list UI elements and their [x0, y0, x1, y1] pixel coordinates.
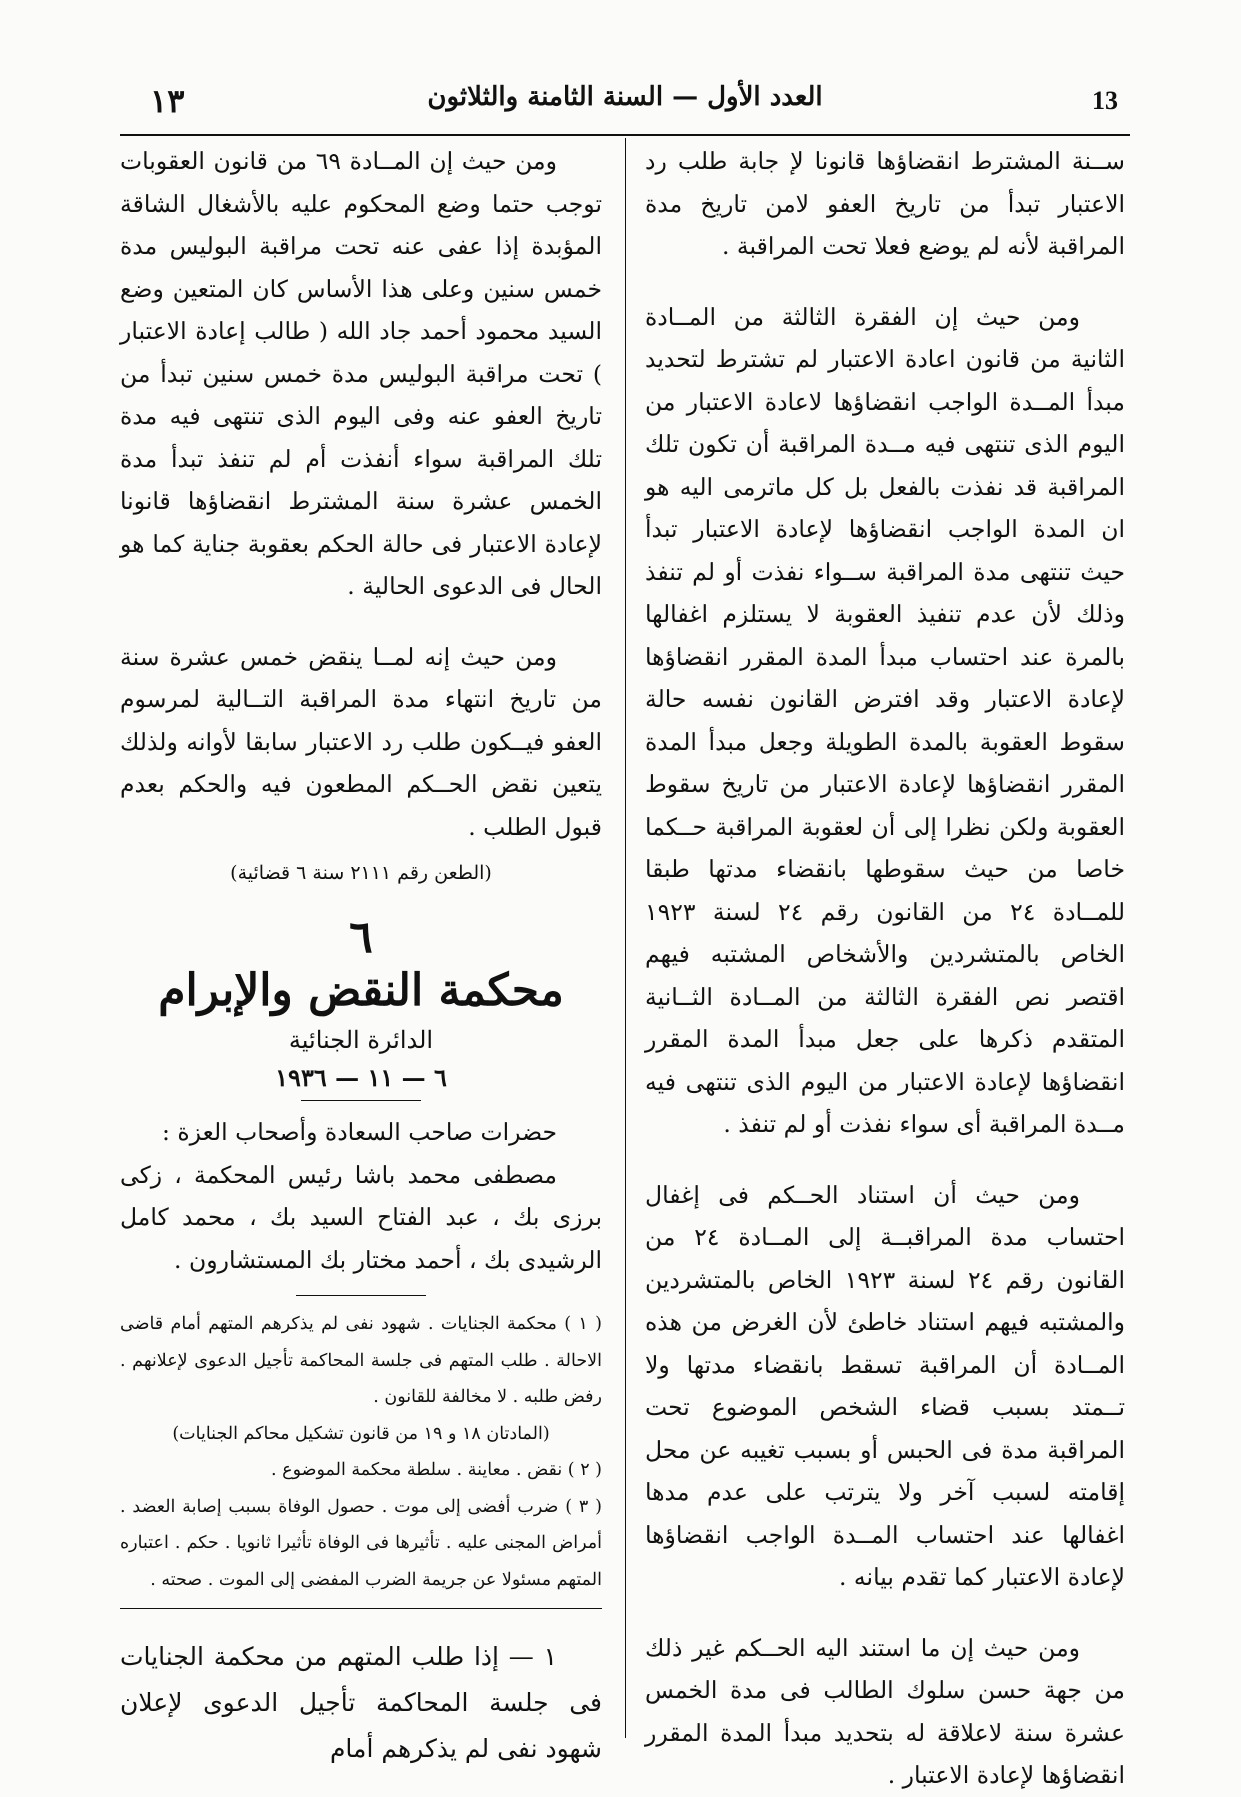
header-rule: [120, 134, 1130, 136]
case-number: ٦: [349, 912, 373, 963]
running-title: العدد الأول — السنة الثامنة والثلاثون: [427, 82, 823, 112]
page-number-arabic: ١٣: [150, 82, 185, 120]
right-column: [645, 140, 1125, 1797]
appeal-reference: (الطعن رقم ٢١١١ سنة ٦ قضائية): [230, 862, 492, 884]
ruling-point-1: ١ — إذا طلب المتهم من محكمة الجنايات فى جلسة المحاكمة تأجيل الدعوى لإعلان شهود نفى لم يذكرهم أمام: [120, 1642, 602, 1763]
right-paragraph-4: ومن حيث إن ما استند اليه الحــكم غير ذلك من جهة حسن سلوك الطالب فى مدة الخمس عشرة سنة لاعلاقة له بتحديد مبدأ المدة المقرر انقضاؤها لإعادة الاعتبار .: [645, 1633, 1125, 1789]
right-paragraph-2: ومن حيث إن الفقرة الثالثة من المــادة الثانية من قانون اعادة الاعتبار لم تشترط لتحديد مبدأ المــدة الواجب انقضاؤها لاعادة الاعتبار من اليوم الذى تنتهى فيه مــدة المراقبة أن تكون تلك المراقبة قد نفذت بالفعل بل كل ماترمى اليه هو ان المدة الواجب انقضاؤها لإعادة الاعتبار تبدأ حيث تنتهى مدة المراقبة ســواء نفذت أو لم تنفذ وذلك لأن عدم تنفيذ العقوبة لا يستلزم اغفالها بالمرة عند احتساب مبدأ المدة المقرر انقضاؤها لإعادة الاعتبار وقد افترض القانون نفسه حالة سقوط العقوبة بالمدة الطويلة وجعل مبدأ المدة المقرر انقضاؤها لإعادة الاعتبار من تاريخ سقوط العقوبة ولكن نظرا إلى أن لعقوبة المراقبة حــكما خاصا من حيث سقوطها بانقضاء مدتها طبقا للمــادة ٢٤ من القانون رقم ٢٤ لسنة ١٩٢٣ الخاص بالمتشردين والأشخاص المشتبه فيهم اقتصر نص الفقرة الثالثة من المــادة الثــانية المتقدم ذكرها على جعل مبدأ المدة المقرر انقضاؤها لإعادة الاعتبار من اليوم الذى تنتهى فيه مــدة المراقبة أى سواء نفذت أو لم تنفذ .: [645, 302, 1125, 1138]
circuit-name: الدائرة الجنائية: [288, 1026, 434, 1054]
footnote-1-law: (المادتان ١٨ و ١٩ من قانون تشكيل محاكم الجنايات): [172, 1423, 550, 1444]
left-column: [120, 140, 602, 1797]
footnote-rule: [296, 1295, 426, 1296]
attendance-names: مصطفى محمد باشا رئيس المحكمة ، زكى برزى بك ، عبد الفتاح السيد بك ، محمد كامل الرشيدى بك ، أحمد مختار بك المستشارون .: [120, 1160, 602, 1274]
running-header: [120, 70, 1130, 130]
right-paragraph-1: ســنة المشترط انقضاؤها قانونا لإ جابة طلب رد الاعتبار تبدأ من تاريخ العفو لامن تاريخ مدة المراقبة لأنه لم يوضع فعلا تحت المراقبة .: [645, 147, 1125, 260]
attendance-intro: حضرات صاحب السعادة وأصحاب العزة :: [161, 1118, 557, 1146]
footnote-2: ( ٢ ) نقض . معاينة . سلطة محكمة الموضوع .: [271, 1460, 602, 1480]
right-paragraph-3: ومن حيث أن استناد الحــكم فى إغفال احتساب مدة المراقبــة إلى المــادة ٢٤ من القانون رقم ٢٤ لسنة ١٩٢٣ الخاص بالمتشردين والمشتبه فيهم استناد خاطئ لأن الغرض من هذه المــادة أن المراقبة تسقط بانقضاء مدتها ولا تــمتد بسبب قضاء الشخص الموضوع تحت المراقبة مدة فى الحبس أو بسبب تغيبه عن محل إقامته لسبب آخر ولا يترتب على عدم مدها اغفالها عند احتساب المــدة الواجب انقضاؤها لإعادة الاعتبار كما تقدم بيانه .: [645, 1180, 1125, 1591]
date-rule: [301, 1100, 421, 1101]
footnote-bottom-rule: [120, 1608, 602, 1609]
footnote-1: ( ١ ) محكمة الجنايات . شهود نفى لم يذكرهم المتهم أمام قاضى الاحالة . طلب المتهم فى جلسة المحاكمة تأجيل الدعوى لإعلانهم . رفض طلبه . لا مخالفة للقانون .: [120, 1314, 602, 1407]
column-divider: [625, 138, 626, 1738]
footnote-3: ( ٣ ) ضرب أفضى إلى موت . حصول الوفاة بسبب إصابة العضد . أمراض المجنى عليه . تأثيرها فى الوفاة تأثيرا ثانويا . حكم . اعتباره المتهم مسئولا عن جريمة الضرب المفضى إلى الموت . صحته .: [120, 1496, 602, 1590]
left-paragraph-2: ومن حيث إنه لمــا ينقض خمس عشرة سنة من تاريخ انتهاء مدة المراقبة التــالية لمرسوم العفو فيــكون طلب رد الاعتبار سابقا لأوانه ولذلك يتعين نقض الحــكم المطعون فيه والحكم بعدم قبول الطلب .: [120, 642, 602, 841]
session-date: ٦ — ١١ — ١٩٣٦: [275, 1063, 447, 1092]
court-name: محكمة النقض والإبرام: [158, 965, 564, 1016]
left-paragraph-1: ومن حيث إن المــادة ٦٩ من قانون العقوبات توجب حتما وضع المحكوم عليه بالأشغال الشاقة المؤبدة إذا عفى عنه تحت مراقبة البوليس مدة خمس سنين وعلى هذا الأساس كان المتعين وضع السيد محمود أحمد جاد الله ( طالب إعادة الاعتبار ) تحت مراقبة البوليس مدة خمس سنين تبدأ من تاريخ العفو عنه وفى اليوم الذى تنتهى فيه مدة تلك المراقبة سواء أنفذت أم لم تنفذ تبدأ مدة الخمس عشرة سنة المشترط انقضاؤها قانونا لإعادة الاعتبار فى حالة الحكم بعقوبة جناية كما هو الحال فى الدعوى الحالية .: [120, 147, 602, 600]
page-number-latin: 13: [1092, 86, 1118, 115]
